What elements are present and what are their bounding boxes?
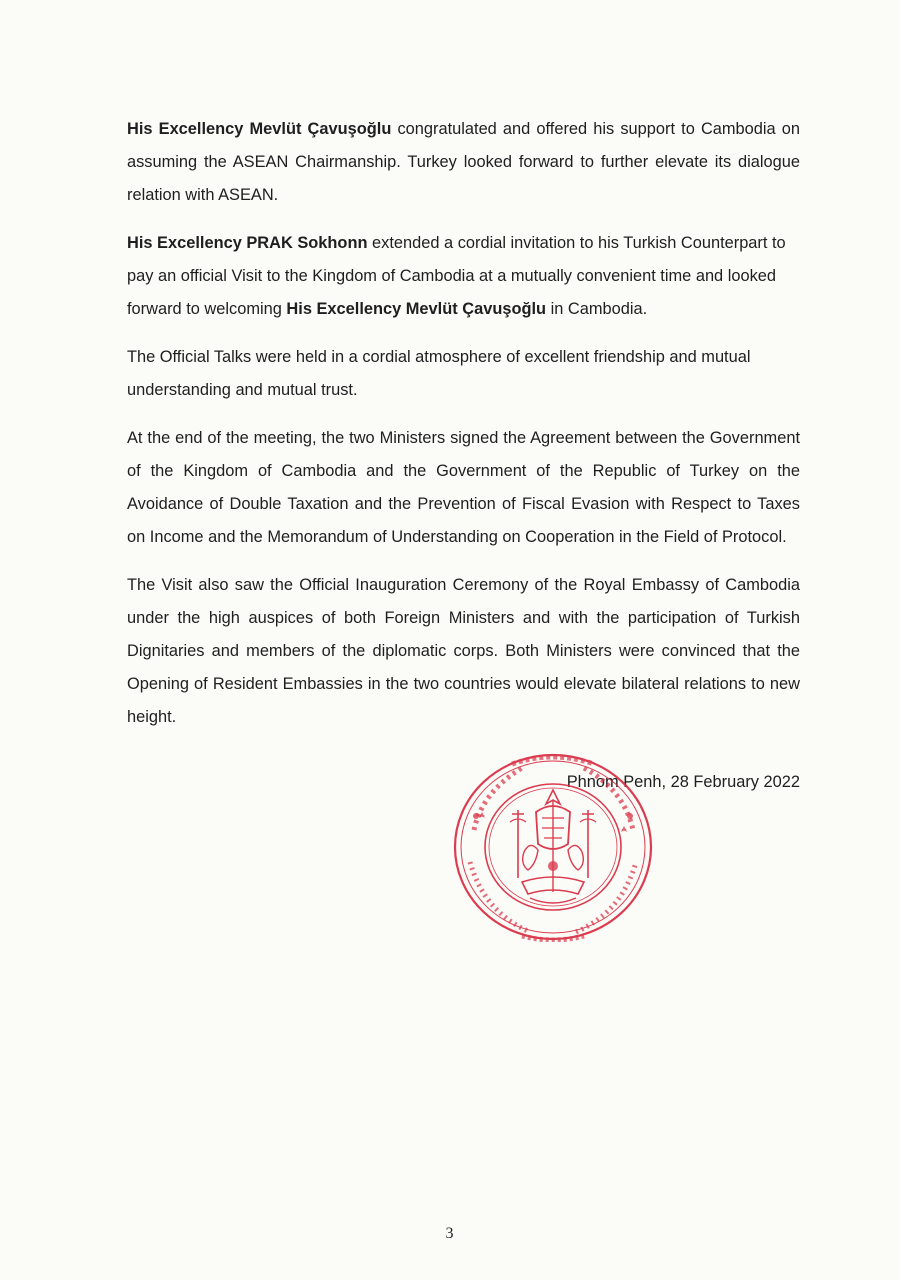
minister-name-turkey: His Excellency Mevlüt Çavuşoğlu	[127, 120, 392, 138]
paragraph-text: extended a cordial invitation to his Turkish Counterpart to pay an official Visit to the Kingdom of Cambodia at a mutually convenient time and looked forward to welcoming	[127, 234, 786, 318]
page-number: 3	[445, 1225, 454, 1242]
minister-name-turkey: His Excellency Mevlüt Çavuşoğlu	[286, 300, 547, 318]
minister-name-cambodia: His Excellency PRAK Sokhonn	[127, 234, 368, 252]
document-body	[127, 113, 800, 749]
paragraph-invitation	[127, 227, 800, 326]
paragraph-text: congratulated and offered his support to Cambodia on assuming the ASEAN Chairmanship. Turkey looked forward to further elevate its dialogue relation with ASEAN.	[127, 120, 801, 204]
paragraph-congratulations	[127, 113, 800, 212]
place-date: Phnom Penh, 28 February 2022	[566, 773, 800, 791]
paragraph-agreements: At the end of the meeting, the two Ministers signed the Agreement between the Government of the Kingdom of Cambodia and the Government of the Republic of Turkey on the Avoidance of Double Taxation and the Prevention of Fiscal Evasion with Respect to Taxes on Income and the Memorandum of Understanding on Cooperation in the Field of Protocol.	[127, 429, 800, 546]
royal-seal-icon	[452, 752, 654, 942]
paragraph-atmosphere: The Official Talks were held in a cordial atmosphere of excellent friendship and mutual understanding and mutual trust.	[127, 348, 751, 399]
paragraph-embassy: The Visit also saw the Official Inauguration Ceremony of the Royal Embassy of Cambodia under the high auspices of both Foreign Ministers and with the participation of Turkish Dignitaries and members of the diplomatic corps. Both Ministers were convinced that the Opening of Resident Embassies in the two countries would elevate bilateral relations to new height.	[127, 576, 800, 726]
paragraph-text-tail: in Cambodia.	[546, 300, 648, 318]
